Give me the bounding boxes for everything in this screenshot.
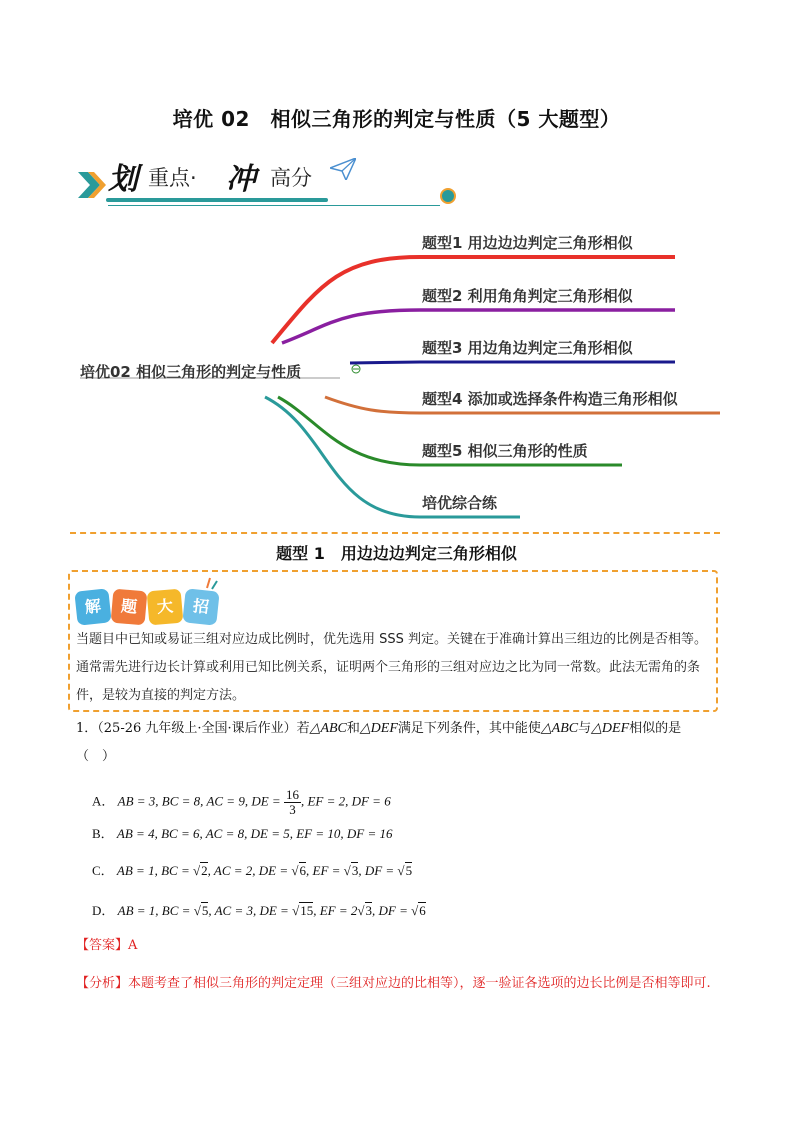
banner-highlight [78,150,468,210]
option-c: C． AB = 1, BC = √2, AC = 2, DE = √6, EF = √3, DF = √5 [92,863,413,878]
option-c-part-4: , DF = [358,863,398,878]
banner-dot [440,188,456,204]
option-a-denominator: 3 [289,802,296,817]
answer [76,937,137,955]
analysis-label: 【分析】 [76,976,129,991]
option-a-part-2: , EF = 2, DF = 6 [300,793,391,809]
paper-plane-icon [330,158,356,180]
question-text-4: 相似的是 [629,721,682,736]
question-number: 1． [76,721,98,736]
mindmap-root: 培优02 相似三角形的判定与性质 [80,363,302,381]
option-a [92,788,391,817]
mindmap [0,215,793,525]
option-a-part-1: AB = 3, BC = 8, AC = 9, DE = [117,793,284,809]
option-d-part-4: , DF = [372,903,412,918]
option-a-fraction [284,788,301,817]
option-c-sqrt-2: 6 [299,863,307,878]
option-d-sqrt-2: 15 [300,903,314,918]
banner-char-1: 划 [108,162,138,197]
option-b [92,823,392,842]
mindmap-branch-3: 题型3 用边角边判定三角形相似 [422,339,633,357]
question-text-1: 若 [296,721,310,736]
question-source: （25-26 九年级上·全国·课后作业） [97,721,297,736]
section-title: 题型 1 用边边边判定三角形相似 [276,544,517,563]
question-paren: （ ） [76,749,116,764]
banner-underline-thin [108,205,440,206]
chevron-icon [78,170,108,200]
tip-badge-2: 题 [111,589,148,626]
tip-text: 当题目中已知或易证三组对应边成比例时，优先选用 SSS 判定。关键在于准确计算出三组边的比例是否相等。通常需先进行边长计算或利用已知比例关系，证明两个三角形的三组对应边之比为同一常数。此法无需角的条件，是较为直接的判定方法。 [76,632,708,703]
option-d: D． AB = 1, BC = √5, AC = 3, DE = √15, EF = 2√3, DF = √6 [92,903,426,918]
option-c-sqrt-3: 3 [351,863,359,878]
option-b-label: B． [92,826,114,841]
option-c-part-3: , EF = [306,863,344,878]
section-divider [70,532,720,534]
mindmap-branch-5: 题型5 相似三角形的性质 [422,442,588,460]
mindmap-branch-2: 题型2 利用角角判定三角形相似 [422,287,633,305]
triangle-abc-2: △ABC [540,721,579,736]
option-c-part-2: , AC = 2, DE = [207,863,292,878]
option-c-part-1: AB = 1, BC = [116,863,193,878]
banner-text-2: 高分 [270,166,312,190]
tip-badge-4: 招 [182,588,219,625]
option-d-sqrt-4: 6 [419,903,426,918]
question-text-3: 与 [578,721,592,736]
tip-badge-1: 解 [74,588,111,625]
option-c-sqrt-1: 2 [201,863,208,878]
option-d-label: D． [92,903,115,918]
option-a-numerator: 16 [285,787,299,802]
triangle-abc: △ABC [309,721,347,736]
question-stem [76,720,736,738]
option-b-text: AB = 4, BC = 6, AC = 8, DE = 5, EF = 10, DF = 16 [116,826,393,841]
option-d-sqrt-3: 3 [365,903,373,918]
sparkle-icon [204,576,220,590]
option-a-label: A． [92,793,115,809]
triangle-def: △DEF [359,721,398,736]
answer-label: 【答案】 [76,938,129,953]
option-d-part-1: AB = 1, BC = [117,903,194,918]
mindmap-branch-4: 题型4 添加或选择条件构造三角形相似 [422,390,678,408]
analysis [76,971,724,997]
mindmap-branch-1: 题型1 用边边边判定三角形相似 [422,234,633,252]
option-d-part-3: , EF = 2 [313,903,358,918]
analysis-text: 本题考查了相似三角形的判定定理（三组对应边的比相等），逐一验证各选项的边长比例是否相等即可. [128,976,711,991]
question-text-2: 满足下列条件，其中能使 [397,721,541,736]
answer-value: A [128,938,138,953]
triangle-def-2: △DEF [591,721,630,736]
page-title: 培优 02 相似三角形的判定与性质（5 大题型） [172,107,621,131]
option-c-label: C． [92,863,114,878]
question-and: 和 [346,721,360,736]
tip-badges [76,576,236,626]
tip-badge-3: 大 [147,589,184,626]
banner-underline [106,198,328,202]
banner-text-1: 重点· [148,166,197,190]
option-d-part-2: , AC = 3, DE = [208,903,293,918]
option-c-sqrt-4: 5 [405,863,413,878]
option-d-sqrt-1: 5 [201,903,209,918]
mindmap-branch-6: 培优综合练 [422,494,498,512]
banner-char-2: 冲 [226,162,256,197]
